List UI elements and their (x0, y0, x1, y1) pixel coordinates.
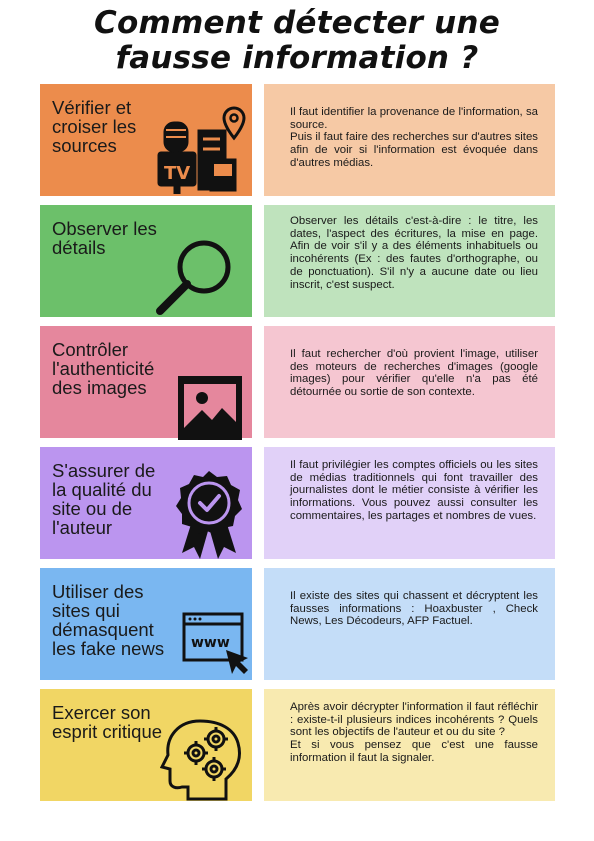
head-gears-icon (160, 717, 250, 801)
row-right-panel (264, 447, 555, 559)
row-fake-news-sites (40, 568, 555, 680)
row-heading: Contrôler l'authenticité des images (52, 339, 155, 398)
row-text: Observer les détails c'est-à-dire : le titre, les dates, l'aspect des écritures, la mise en page. Afin de voir s'il y a des éléments inhabituels ou incohérents (Ex : des fautes d'orthographe, ou de ponctuation). S'il n'y a aucune date ou lieu inscrit, c'est suspect. (290, 215, 538, 291)
row-heading: Utiliser des sites qui démasquent les fake news (52, 581, 165, 659)
www-label: www (191, 635, 230, 651)
row-site-quality (40, 447, 555, 559)
row-heading: Exercer son esprit critique (52, 702, 163, 742)
row-left-panel (40, 84, 252, 196)
title-line-1: Comment détecter une (94, 5, 500, 41)
row-text: Il existe des sites qui chassent et décryptent les fausses informations : Hoaxbuster , Check News, Les Décodeurs, AFP Factuel. (290, 590, 538, 628)
tv-news-icon (150, 104, 250, 194)
row-heading: S'assurer de la qualité du site ou de l'auteur (52, 460, 156, 538)
row-text: Il faut identifier la provenance de l'information, sa source. Puis il faut faire des recherches sur d'autres sites afin de voir si l'information est évoquée dans d'autres médias. (290, 106, 538, 169)
row-heading: Vérifier et croiser les sources (52, 97, 137, 156)
verified-badge-icon (174, 469, 244, 559)
image-icon (178, 376, 242, 440)
row-critical-thinking (40, 689, 555, 801)
row-control-images (40, 326, 555, 438)
title-line-2: fausse information ? (115, 40, 479, 76)
www-browser-icon (182, 612, 252, 678)
row-text: Il faut privilégier les comptes officiels ou les sites de médias traditionnels qui font travailler des journalistes dont le métier consiste à vérifier les informations. Vous pouvez aussi consulter les commentaires, les partages et nombres de vues. (290, 459, 538, 522)
row-left-panel (40, 689, 252, 801)
row-left-panel (40, 568, 252, 680)
page-title (0, 6, 594, 76)
row-verify-sources (40, 84, 555, 196)
row-text: Il faut rechercher d'où provient l'image, utiliser des moteurs de recherches d'images (google images) pour vérifier qu'elle n'a pas été détournée ou sortie de son contexte. (290, 348, 538, 399)
row-text: Après avoir décrypter l'information il faut réfléchir : existe-t-il plusieurs indices incohérents ? Quels sont les objectifs de l'auteur et ou du site ? Et si vous pensez que c'est une fausse information il faut la signaler. (290, 701, 538, 764)
row-heading: Observer les détails (52, 218, 157, 258)
row-right-panel (264, 568, 555, 680)
row-observe-details (40, 205, 555, 317)
row-left-panel (40, 447, 252, 559)
row-left-panel (40, 205, 252, 317)
row-right-panel (264, 326, 555, 438)
row-right-panel (264, 84, 555, 196)
row-right-panel (264, 689, 555, 801)
row-left-panel (40, 326, 252, 438)
svg-text:TV: TV (164, 163, 191, 184)
row-right-panel (264, 205, 555, 317)
magnifier-icon (152, 235, 242, 315)
